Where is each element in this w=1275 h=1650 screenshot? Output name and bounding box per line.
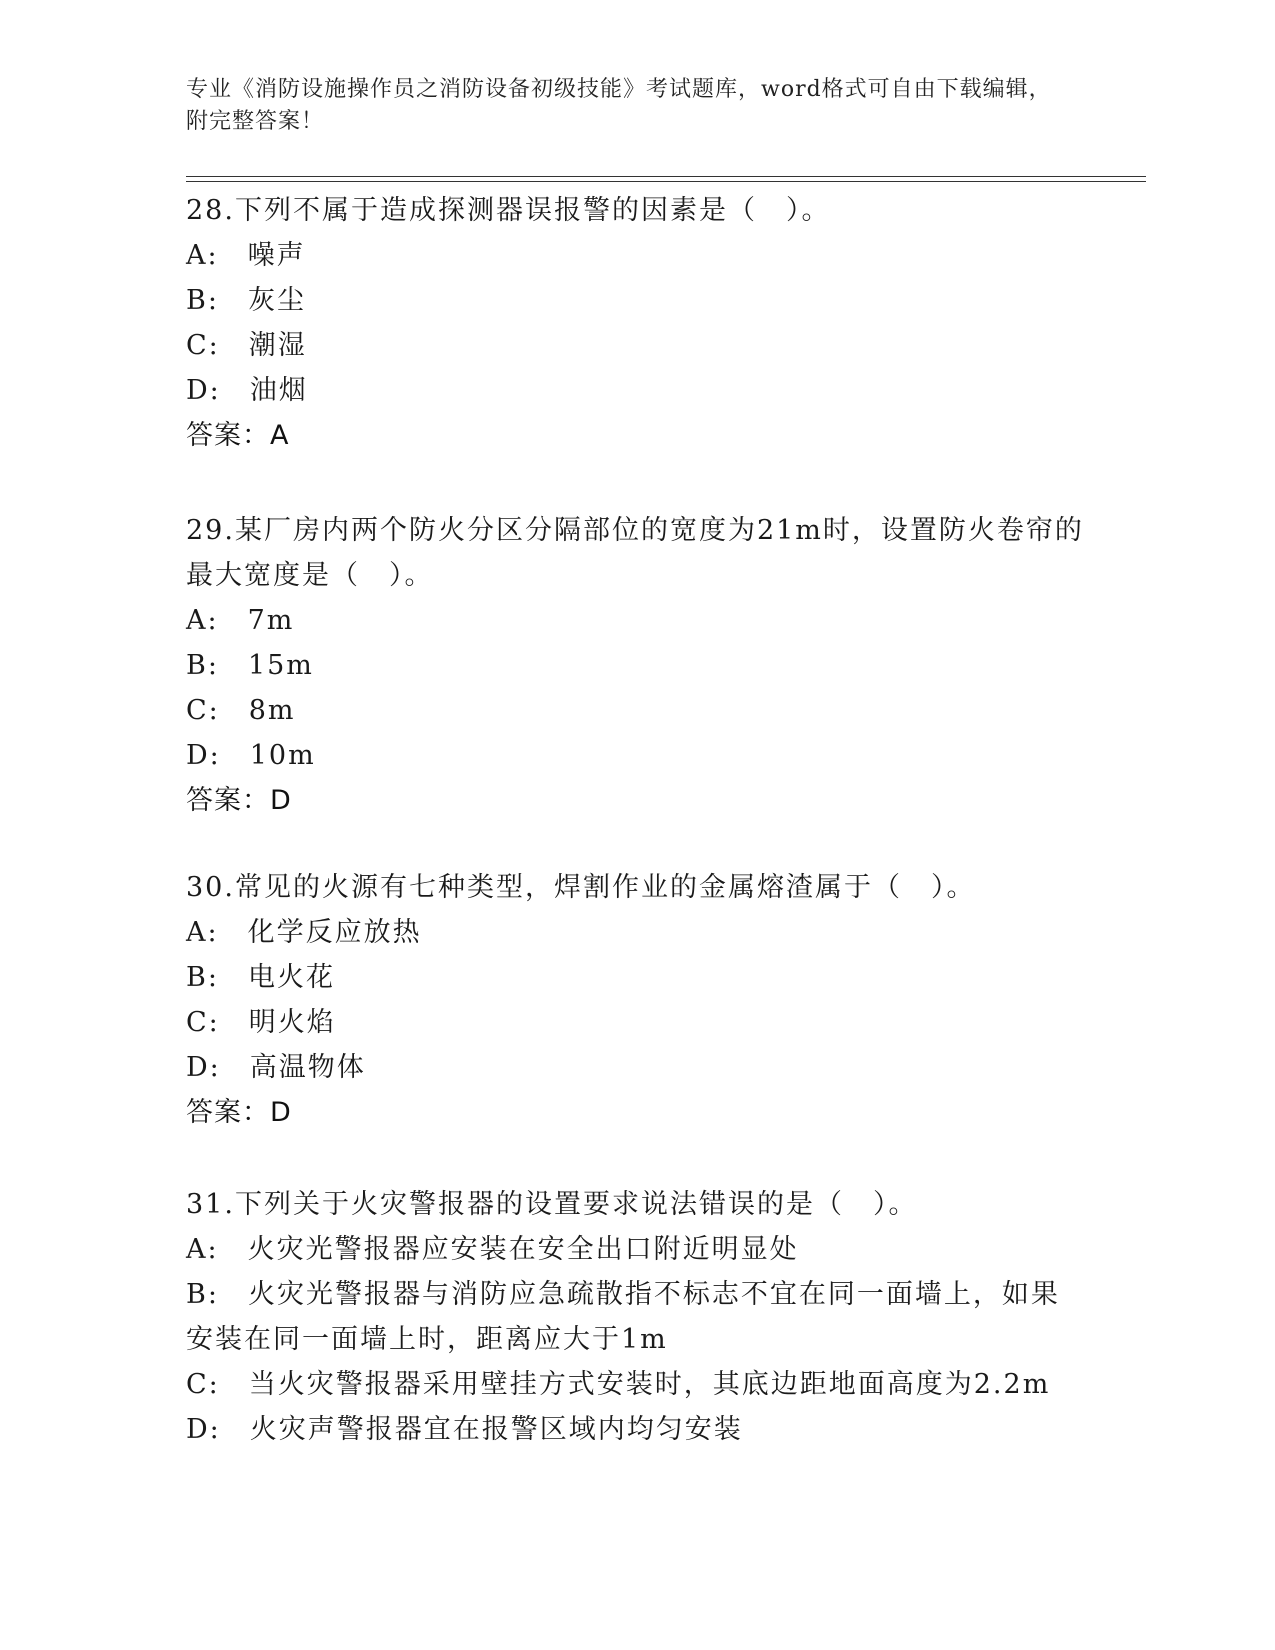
- answer: 答案：A: [186, 420, 290, 451]
- question-31: [186, 1182, 1066, 1452]
- question-stem: 29.某厂房内两个防火分区分隔部位的宽度为21m时，设置防火卷帘的最大宽度是（ ）。: [186, 515, 1084, 591]
- option-c: C: 8m: [186, 695, 296, 726]
- option-a: A: 火灾光警报器应安装在安全出口附近明显处: [186, 1234, 799, 1265]
- answer: 答案：D: [186, 785, 292, 816]
- option-d: D: 10m: [186, 740, 316, 771]
- header-divider-bottom: [186, 181, 1146, 182]
- question-stem: 28.下列不属于造成探测器误报警的因素是（ ）。: [186, 195, 831, 226]
- option-d: D: 高温物体: [186, 1052, 366, 1083]
- option-c: C: 潮湿: [186, 330, 307, 361]
- option-a: A: 噪声: [186, 240, 306, 271]
- option-b: B: 火灾光警报器与消防应急疏散指不标志不宜在同一面墙上，如果安装在同一面墙上时，距离应大于1m: [186, 1279, 1060, 1355]
- question-28: [186, 188, 1086, 458]
- question-stem: 30.常见的火源有七种类型，焊割作业的金属熔渣属于（ ）。: [186, 872, 976, 903]
- option-b: B: 灰尘: [186, 285, 306, 316]
- option-a: A: 7m: [186, 605, 295, 636]
- option-c: C: 明火焰: [186, 1007, 336, 1038]
- question-stem: 31.下列关于火灾警报器的设置要求说法错误的是（ ）。: [186, 1189, 918, 1220]
- document-header: 专业《消防设施操作员之消防设备初级技能》考试题库，word格式可自由下载编辑，附完整答案！: [186, 77, 1052, 134]
- option-c: C: 当火灾警报器采用壁挂方式安装时，其底边距地面高度为2.2m: [186, 1369, 1051, 1400]
- option-d: D: 油烟: [186, 375, 308, 406]
- option-b: B: 电火花: [186, 962, 335, 993]
- header-divider-top: [186, 176, 1146, 177]
- question-30: [186, 865, 1086, 1135]
- answer: 答案：D: [186, 1097, 292, 1128]
- option-a: A: 化学反应放热: [186, 917, 422, 948]
- option-b: B: 15m: [186, 650, 314, 681]
- option-d: D: 火灾声警报器宜在报警区域内均匀安装: [186, 1414, 743, 1445]
- question-29: [186, 508, 1086, 823]
